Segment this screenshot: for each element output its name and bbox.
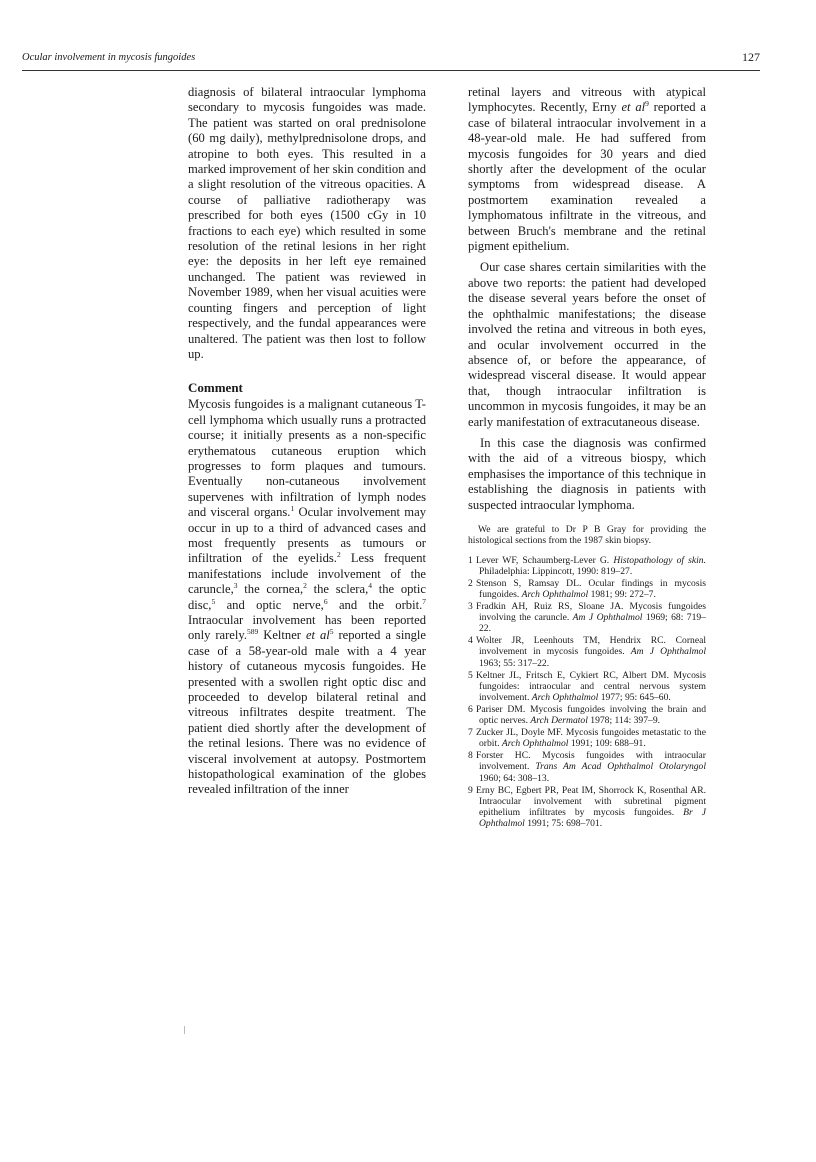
reference-number: 3 [468,600,473,612]
reference-source-italic: Arch Ophthalmol [501,738,569,750]
reference-text: Erny BC, Egbert PR, Peat IM, Shorrock K, Rosenthal AR. Intraocular involvement with subretinal pigment epithelium infiltrates by mycosis fungoides. [476,784,706,819]
reference-details: 1977; 95: 645–60. [598,692,671,704]
reference-details: 1991; 109: 688–91. [568,738,646,750]
body-text: Less frequent manifestations include involvement of the caruncle, [188,551,426,597]
body-text: and the orbit. [327,597,423,612]
reference-source-italic: Am J Ophthalmol [630,646,706,658]
acknowledgement: We are grateful to Dr P B Gray for providing the histological sections from the 1987 skin biopsy. [468,523,706,547]
comment-heading: Comment [188,380,243,396]
case-report-paragraph [188,85,426,362]
reference-text: Pariser DM. Mycosis fungoides involving the brain and optic nerves. [476,703,706,727]
reference-item [468,601,706,635]
reference-source-italic: Am J Ophthalmol [572,612,643,624]
reference-details: 1969; 68: 719–22. [479,612,706,635]
comment-paragraph [188,397,426,798]
reference-number: 9 [468,784,473,796]
reference-number: 7 [468,727,473,739]
reference-item [468,704,706,727]
body-text: Intraocular involvement has been reported only rarely. [188,613,426,643]
body-text: retinal layers and vitreous with atypical lymphocytes. Recently, Erny [468,85,706,115]
page-number: 127 [742,50,760,64]
reference-source-italic: Arch Ophthalmol [531,692,599,704]
reference-item [468,635,706,669]
reference-number: 4 [468,635,473,647]
citation-superscript: 2 [336,550,341,560]
reference-item [468,555,706,578]
body-text: and optic nerve, [215,597,324,612]
reference-details: 1978; 114: 397–9. [587,715,661,727]
conclusion-paragraph: In this case the diagnosis was confirmed with the aid of a vitreous biospy, which emphasises the importance of this technique in establishing the diagnosis in patients with suspected intraocular lymphoma. [468,435,706,512]
citation-superscript: 9 [645,99,649,109]
reference-text: Stenson S, Ramsay DL. Ocular findings in mycosis fungoides. [476,577,706,600]
reference-number: 6 [468,703,473,715]
body-text: Ocular involvement may occur in up to a third of advanced cases and most frequently presents as tumours or infiltration of the eyelids. [188,505,426,566]
discussion-paragraph [468,85,706,254]
reference-item [468,727,706,750]
reference-item [468,670,706,704]
reference-details: 1960; 64: 308–13. [479,772,550,784]
body-text: diagnosis of bilateral intraocular lymphoma secondary to mycosis fungoides was made. The patient was started on oral prednisolone (60 mg daily), methylprednisolone drops, and atropine to both eyes. This resulted in a marked improvement of her skin condition and a slight resolution of the vitreous opacities. A course of palliative radiotherapy was prescribed for both eyes (1500 cGy in 10 fractions to each eye) which resulted in some resolution of the retinal lesions in her right eye: the deposits in her left eye remained unchanged. The patient was reviewed in November 1989, when her visual acuities were counting fingers and perception of light respectively, and the fundal appearances were unaltered. The patient was then lost to follow up. [188,85,426,361]
running-header [22,50,760,71]
reference-details: 1981; 99: 272–7. [588,588,656,600]
running-title: Ocular involvement in mycosis fungoides [22,52,196,63]
citation-superscript: 5 [211,596,216,606]
body-text: Mycosis fungoides is a malignant cutaneous T-cell lymphoma which usually runs a protracted course; it initially presents as a non-specific erythematous cutaneous eruption which progresses to form plaques and tumours. Eventually non-cutaneous involvement supervenes with infiltration of lymph nodes and visceral organs. [188,397,426,520]
et-al-italic: et al [305,628,330,643]
reference-source-italic: Arch Dermatol [530,715,588,727]
body-text: Keltner [258,628,306,643]
citation-superscript: 3 [233,581,238,590]
body-text: reported a single case of a 58-year-old male with a 4 year history of cutaneous mycosis fungoides. He presented with a swollen right optic disc and proceeded to develop bilateral retinal and vitreous infiltrates despite treatment. The patient died shortly after the development of the retinal lesions. There was no evidence of visceral involvement at autopsy. Postmortem histopathological examination of the globes revealed infiltration of the inner [188,628,426,797]
citation-superscript: 6 [323,596,328,606]
citation-superscript: 7 [422,596,426,606]
reference-number: 5 [468,669,473,681]
reference-item [468,785,706,830]
reference-source-italic: Trans Am Acad Ophthalmol Otolaryngol [535,761,706,773]
body-text: the cornea, [237,582,304,597]
body-text: reported a case of bilateral intraocular involvement in a 48-year-old male. He had suffered from mycosis fungoides for 30 years and died shortly after the development of the ocular symptoms from widespread disease. A postmortem examination revealed a lymphomatous infiltrate in the vitreous, and between Bruch's membrane and the retinal pigment epithelium. [468,100,706,254]
reference-number: 8 [468,750,473,762]
citation-superscript: 589 [247,627,259,637]
citation-superscript: 1 [290,503,295,513]
left-column [188,85,426,798]
citation-superscript: 2 [303,581,307,590]
reference-details: Philadelphia: Lippincott, 1990: 819–27. [479,565,633,577]
citation-superscript: 4 [368,581,372,590]
reference-text: Lever WF, Schaumberg-Lever G. [476,554,614,566]
reference-item [468,578,706,601]
reference-details: 1963; 55: 317–22. [479,657,550,669]
et-al-italic: et al [621,100,646,115]
reference-source-italic: Histopathology of skin. [613,554,706,566]
reference-text: Forster HC. Mycosis fungoides with intraocular involvement. [476,750,706,773]
margin-mark [184,1026,185,1034]
reference-details: 1991; 75: 698–701. [524,818,603,830]
right-column [468,85,706,830]
reference-list [468,555,706,830]
citation-superscript: 5 [329,627,334,637]
reference-text: Wolter JR, Leenhouts TM, Hendrix RC. Corneal involvement in mycosis fungoides. [476,635,706,658]
discussion-paragraph: Our case shares certain similarities with the above two reports: the patient had developed the disease several years before the onset of the ophthalmic manifestations; the disease involved the retina and vitreous in both eyes, and ocular involvement occurred in the absence of, or before the appearance, of widespread visceral disease. It would appear that, though intraocular infiltration is uncommon in mycosis fungoides, it may be an early manifestation of extracutaneous disease. [468,260,706,429]
body-text: the optic disc, [188,582,426,612]
reference-source-italic: Br J Ophthalmol [479,807,706,830]
body-text: the sclera, [306,582,369,597]
reference-text: Keltner JL, Fritsch E, Cykiert RC, Albert DM. Mycosis fungoides: intraocular and central nervous system involvement. [476,669,706,704]
reference-text: Zucker JL, Doyle MF. Mycosis fungoides metastatic to the orbit. [476,727,706,750]
reference-number: 2 [468,577,473,589]
reference-number: 1 [468,554,473,566]
reference-text: Fradkin AH, Ruiz RS, Sloane JA. Mycosis fungoides involving the caruncle. [476,600,706,624]
reference-item [468,750,706,784]
reference-source-italic: Arch Ophthalmol [521,588,589,600]
